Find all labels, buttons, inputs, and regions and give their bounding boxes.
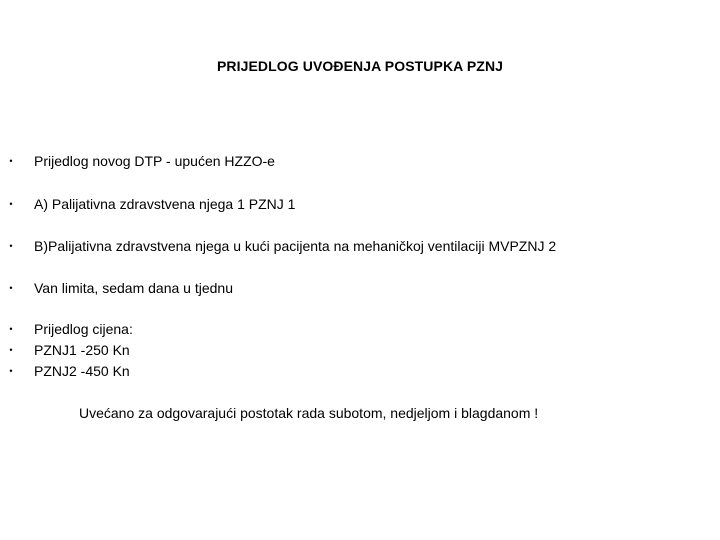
list-item-text: Prijedlog novog DTP - upućen HZZO-e (34, 153, 275, 169)
list-item-text: A) Palijativna zdravstvena njega 1 PZNJ 1 (34, 196, 296, 212)
bullet-icon: • (9, 156, 13, 166)
bullet-icon: • (9, 366, 13, 376)
list-item-text: Prijedlog cijena: (34, 321, 133, 337)
list-item-text: B)Palijativna zdravstvena njega u kući pacijenta na mehaničkoj ventilaciji MVPZNJ 2 (34, 238, 557, 254)
bullet-icon: • (9, 345, 13, 355)
slide-title: PRIJEDLOG UVOĐENJA POSTUPKA PZNJ (216, 58, 504, 74)
bullet-icon: • (9, 241, 13, 251)
bullet-icon: • (9, 324, 13, 334)
list-item-text: PZNJ2 -450 Kn (34, 363, 130, 379)
list-item-text: Van limita, sedam dana u tjednu (34, 280, 233, 296)
note-text: Uvećano za odgovarajući postotak rada subotom, nedjeljom i blagdanom ! (79, 405, 539, 421)
list-item-text: PZNJ1 -250 Kn (34, 342, 130, 358)
bullet-icon: • (9, 199, 13, 209)
bullet-icon: • (9, 283, 13, 293)
